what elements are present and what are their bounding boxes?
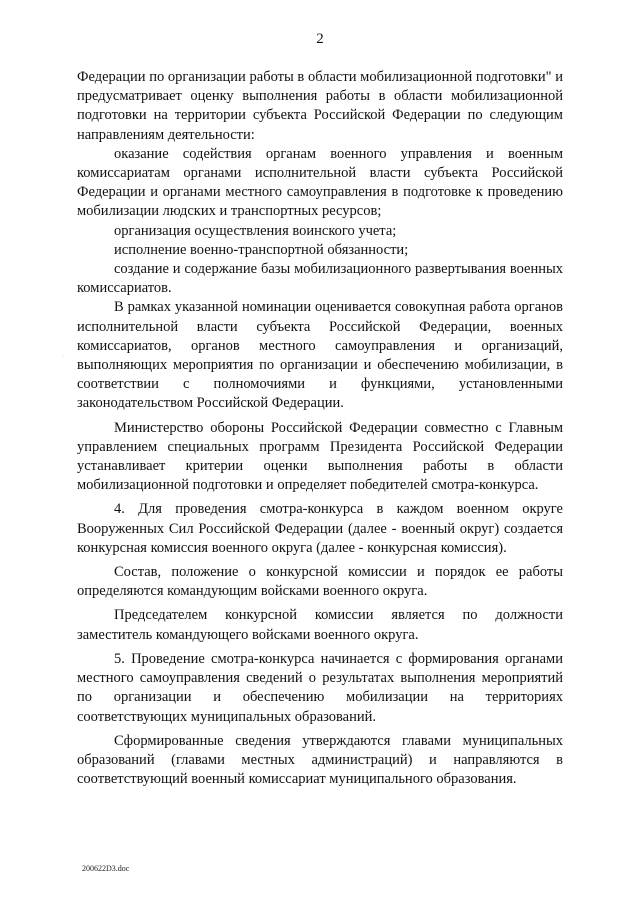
paragraph-commission-composition: Состав, положение о конкурсной комиссии и порядок ее работы определяются командующим войсками военного округа. xyxy=(77,564,563,600)
list-item-transport-duty: исполнение военно-транспортной обязанности; xyxy=(114,241,409,258)
paragraph-continuation: Федерации по организации работы в области мобилизационной подготовки" и предусматривает оценку выполнения работы в области мобилизационной подготовки на территории субъекта Российской Федерации по следующим направлениям деятельности: xyxy=(77,69,563,143)
paragraph-commission-chairman: Председателем конкурсной комиссии является по должности заместитель командующего войсками военного округа. xyxy=(77,607,563,643)
list-item-mobilization-base: создание и содержание базы мобилизационного развертывания военных комиссариатов. xyxy=(77,261,563,297)
paragraph-ministry-criteria: Министерство обороны Российской Федерации совместно с Главным управлением специальных программ Президента Российской Федерации устанавливает критерии оценки выполнения работы в области мобилизационной подготовки и определяет победителей смотра-конкурса. xyxy=(77,419,563,494)
scan-margin-mark: · xyxy=(62,352,65,360)
page-number: 2 xyxy=(316,31,324,47)
paragraph-nomination-scope: В рамках указанной номинации оценивается совокупная работа органов исполнительной власти субъекта Российской Федерации, военных комиссариатов, органов местного самоуправления и организаций, выполняющих мероприятия по организации и обеспечению мобилизации, в соответствии с полномочиями и функциями, установленными законодательством Российской Федерации. xyxy=(77,299,563,412)
list-item-military-registration: организация осуществления воинского учета; xyxy=(114,222,397,239)
list-item-assistance: оказание содействия органам военного управления и военным комиссариатам органами исполнительной власти субъекта Российской Федерации и органами местного самоуправления в подготовке к проведению мобилизации людских и транспортных ресурсов; xyxy=(77,145,563,220)
paragraph-section-4: 4. Для проведения смотра-конкурса в каждом военном округе Вооруженных Сил Российской Федерации (далее - военный округ) создается конкурсная комиссия военного округа (далее - конкурсная комиссия). xyxy=(77,501,563,556)
paragraph-approved-data: Сформированные сведения утверждаются главами муниципальных образований (главами местных администраций) и направляются в соответствующий военный комиссариат муниципального образования. xyxy=(77,732,563,788)
paragraph-section-5: 5. Проведение смотра-конкурса начинается с формирования органами местного самоуправления сведений о результатах выполнения мероприятий по организации и обеспечению мобилизации на территориях соответствующих муниципальных образований. xyxy=(77,650,563,725)
footer-document-reference: 200622D3.doc xyxy=(82,864,130,873)
document-body xyxy=(77,68,563,789)
